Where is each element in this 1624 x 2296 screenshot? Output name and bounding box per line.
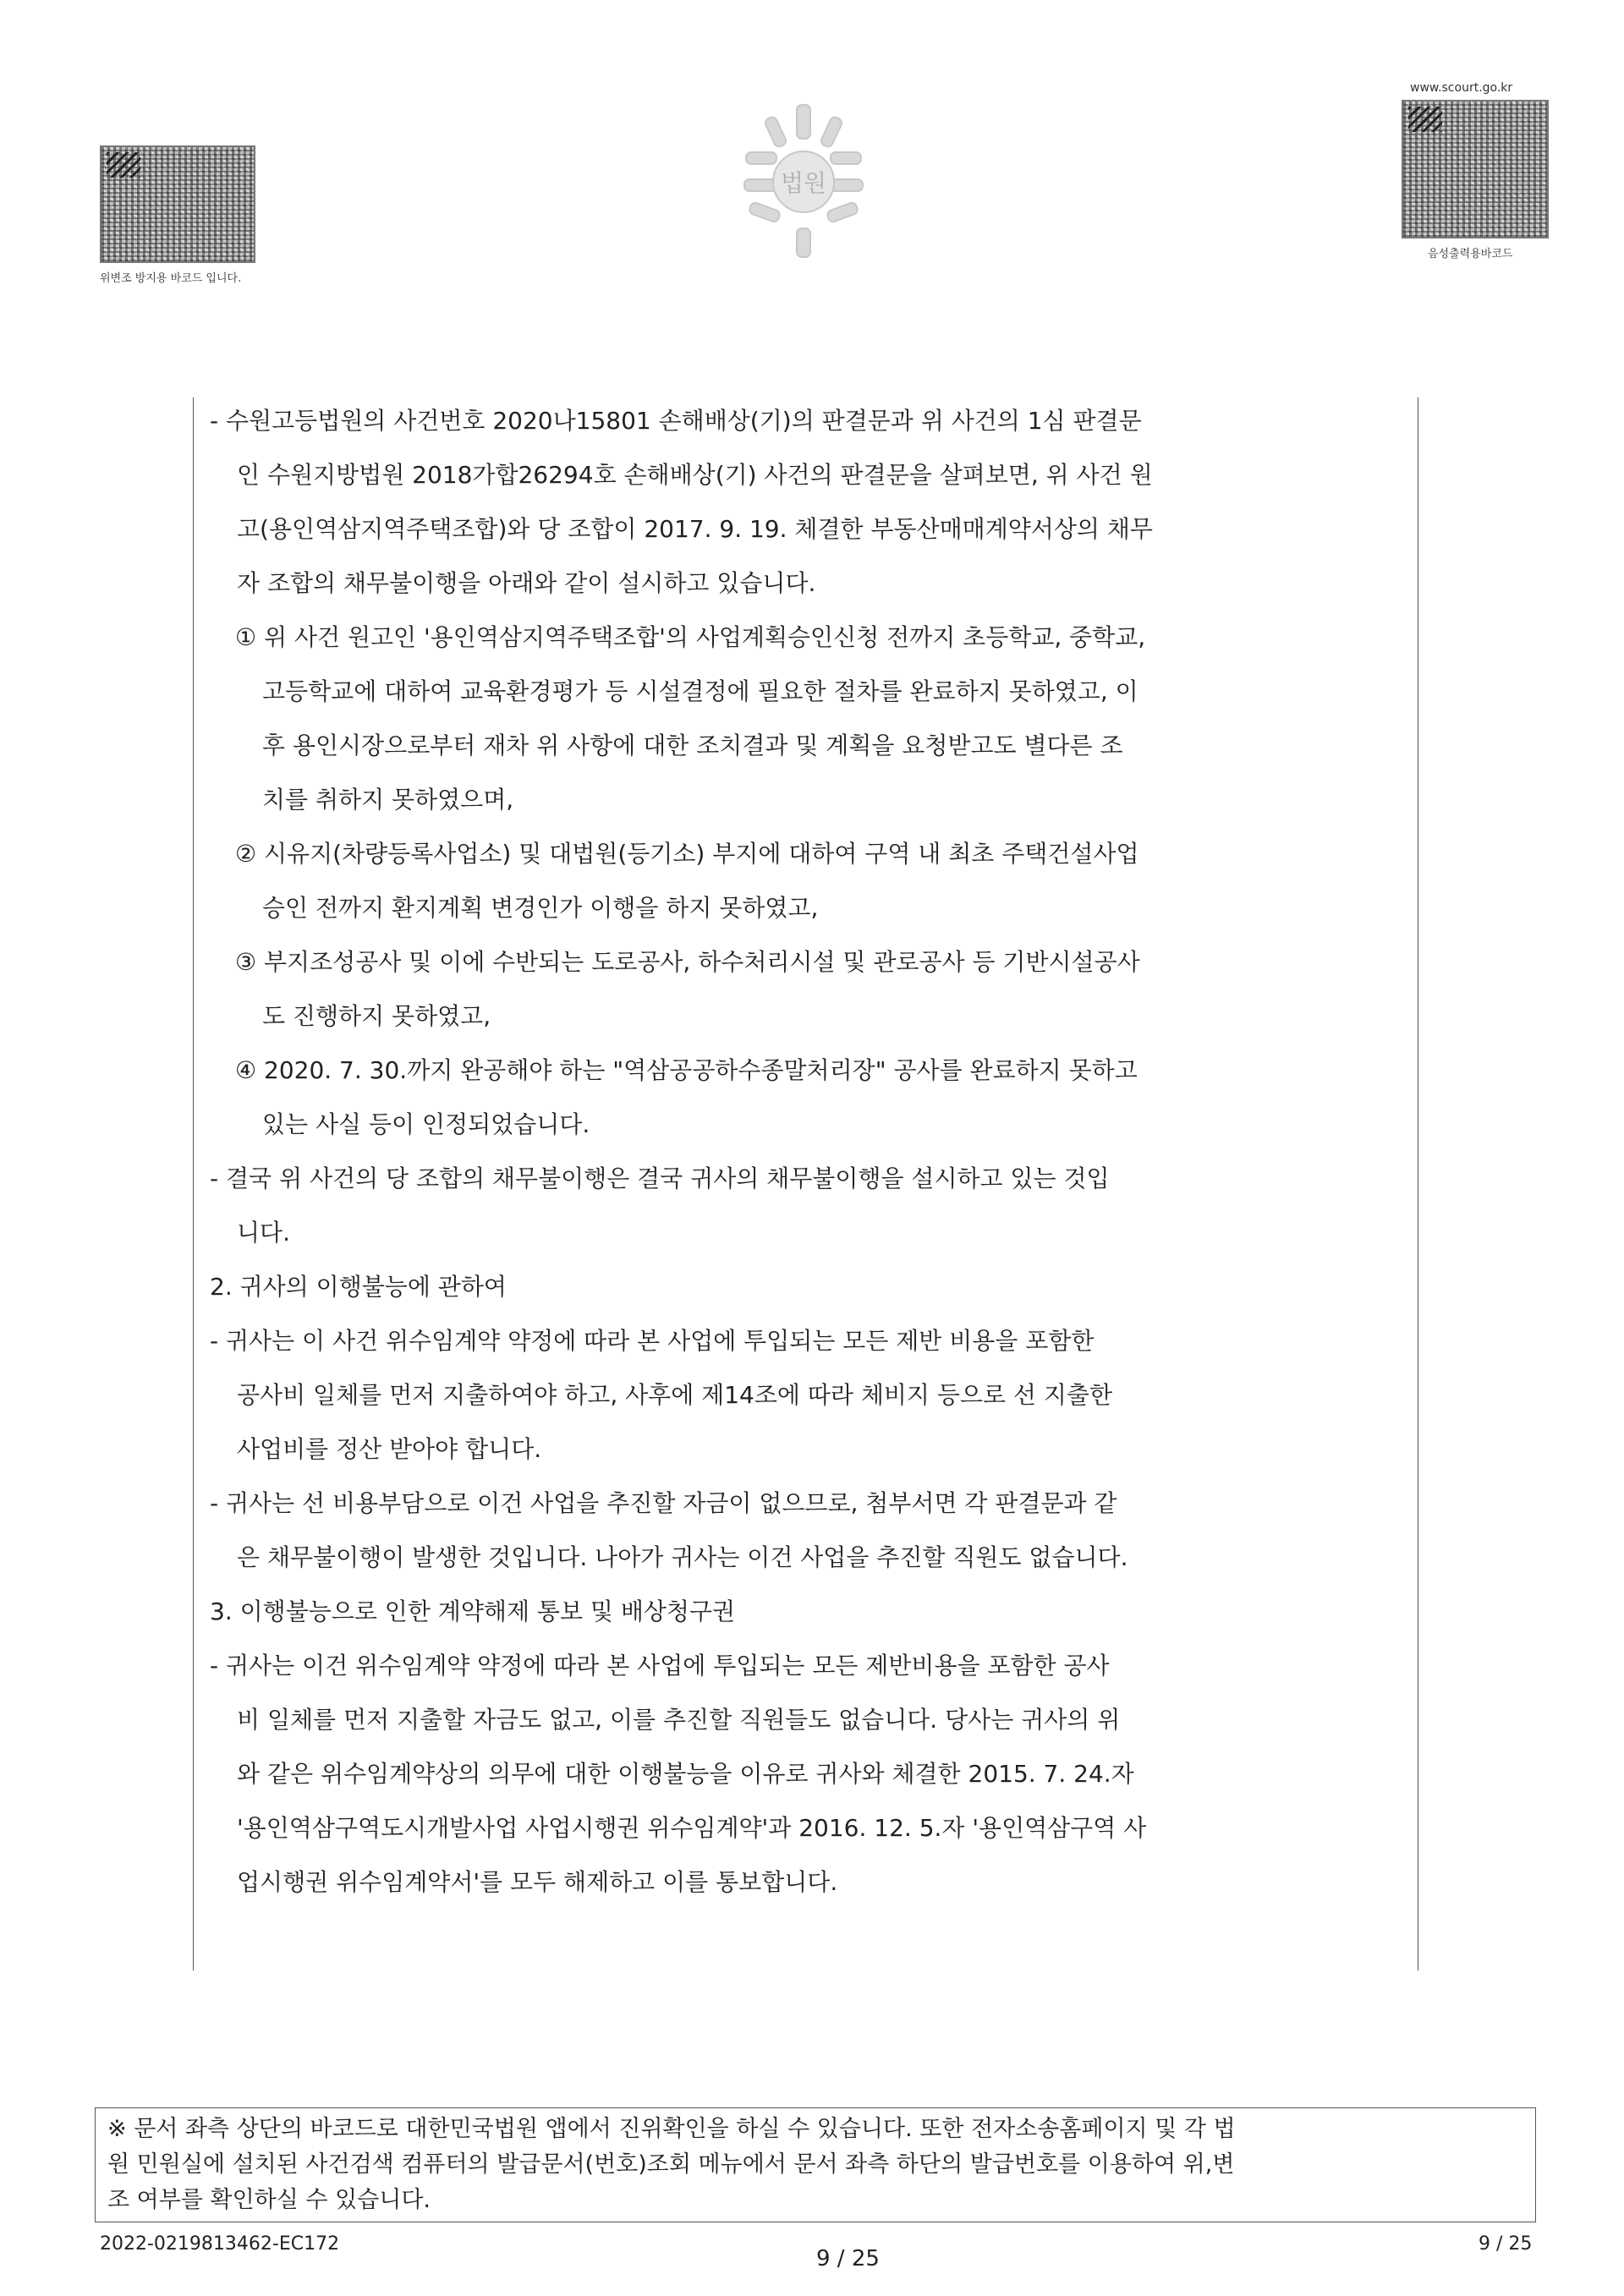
body-line: 고(용인역삼지역주택조합)와 당 조합이 2017. 9. 19. 체결한 부동산매매계약서상의 채무 [237, 515, 1153, 543]
notice-line: 조 여부를 확인하실 수 있습니다. [107, 2187, 431, 2213]
body-line: 은 채무불이행이 발생한 것입니다. 나아가 귀사는 이건 사업을 추진할 직원도 없습니다. [237, 1543, 1128, 1571]
court-url: www.scourt.go.kr [1410, 81, 1513, 95]
body-line: 승인 전까지 환지계획 변경인가 이행을 하지 못하였고, [262, 894, 819, 922]
body-line: - 귀사는 이 사건 위수임계약 약정에 따라 본 사업에 투입되는 모든 제반 비용을 포함한 [210, 1327, 1095, 1355]
voice-barcode-caption: 음성출력용바코드 [1428, 248, 1513, 260]
frame-left-border [193, 397, 194, 1970]
verification-notice [95, 2107, 1536, 2222]
body-line: 3. 이행불능으로 인한 계약해제 통보 및 배상청구권 [210, 1597, 736, 1625]
seal-text: 법원 [780, 169, 827, 197]
body-line: '용인역삼구역도시개발사업 사업시행권 위수임계약'과 2016. 12. 5.자 '용인역삼구역 사 [237, 1814, 1147, 1842]
body-line: 2. 귀사의 이행불능에 관하여 [210, 1273, 507, 1301]
body-line: 와 같은 위수임계약상의 의무에 대한 이행불능을 이유로 귀사와 체결한 2015. 7. 24.자 [237, 1760, 1134, 1788]
body-line: 자 조합의 채무불이행을 아래와 같이 설시하고 있습니다. [237, 569, 816, 597]
court-seal-emblem [736, 101, 871, 262]
body-line: 인 수원지방법원 2018가합26294호 손해배상(기) 사건의 판결문을 살펴보면, 위 사건 원 [237, 461, 1153, 489]
body-line: - 귀사는 이건 위수임계약 약정에 따라 본 사업에 투입되는 모든 제반비용을 포함한 공사 [210, 1652, 1110, 1680]
notice-line: ※ 문서 좌측 상단의 바코드로 대한민국법원 앱에서 진위확인을 하실 수 있습니다. 또한 전자소송홈페이지 및 각 법 [107, 2116, 1236, 2142]
authenticity-barcode-caption: 위변조 방지용 바코드 입니다. [100, 272, 242, 285]
notice-line: 원 민원실에 설치된 사건검색 컴퓨터의 발급문서(번호)조회 메뉴에서 문서 좌측 하단의 발급번호를 이용하여 위,변 [107, 2151, 1235, 2178]
body-line: 있는 사실 등이 인정되었습니다. [262, 1110, 590, 1138]
body-line: 업시행권 위수임계약서'를 모두 해제하고 이를 통보합니다. [237, 1868, 838, 1896]
barcode-corner-mark [1408, 107, 1442, 132]
page-number-right: 9 / 25 [1479, 2233, 1533, 2255]
body-line: 후 용인시장으로부터 재차 위 사항에 대한 조치결과 및 계획을 요청받고도 별다른 조 [262, 732, 1123, 759]
issue-number: 2022-0219813462-EC172 [100, 2233, 340, 2255]
body-line: 니다. [237, 1219, 290, 1247]
body-line: ③ 부지조성공사 및 이에 수반되는 도로공사, 하수처리시설 및 관로공사 등 기반시설공사 [235, 948, 1140, 976]
body-line: 도 진행하지 못하였고, [262, 1002, 491, 1030]
voice-output-barcode [1402, 100, 1549, 238]
body-line: 공사비 일체를 먼저 지출하여야 하고, 사후에 제14조에 따라 체비지 등으로 선 지출한 [237, 1381, 1113, 1409]
authenticity-barcode [100, 145, 255, 263]
body-line: - 귀사는 선 비용부담으로 이건 사업을 추진할 자금이 없으므로, 첨부서면 각 판결문과 같 [210, 1489, 1117, 1517]
body-line: 사업비를 정산 받아야 합니다. [237, 1435, 542, 1463]
page-number-center: 9 / 25 [816, 2246, 880, 2271]
body-line: - 수원고등법원의 사건번호 2020나15801 손해배상(기)의 판결문과 위 사건의 1심 판결문 [210, 407, 1142, 435]
barcode-corner-mark [107, 152, 140, 178]
body-line: ④ 2020. 7. 30.까지 완공해야 하는 "역삼공공하수종말처리장" 공사를 완료하지 못하고 [235, 1056, 1138, 1084]
body-line: 치를 취하지 못하였으며, [262, 786, 514, 814]
body-line: - 결국 위 사건의 당 조합의 채무불이행은 결국 귀사의 채무불이행을 설시하고 있는 것입 [210, 1164, 1110, 1192]
body-line: ② 시유지(차량등록사업소) 및 대법원(등기소) 부지에 대하여 구역 내 최초 주택건설사업 [235, 840, 1139, 868]
body-line: ① 위 사건 원고인 '용인역삼지역주택조합'의 사업계획승인신청 전까지 초등학교, 중학교, [235, 623, 1146, 651]
body-line: 비 일체를 먼저 지출할 자금도 없고, 이를 추진할 직원들도 없습니다. 당사는 귀사의 위 [237, 1706, 1121, 1734]
document-body [210, 394, 1411, 1910]
body-line: 고등학교에 대하여 교육환경평가 등 시설결정에 필요한 절차를 완료하지 못하였고, 이 [262, 677, 1138, 705]
